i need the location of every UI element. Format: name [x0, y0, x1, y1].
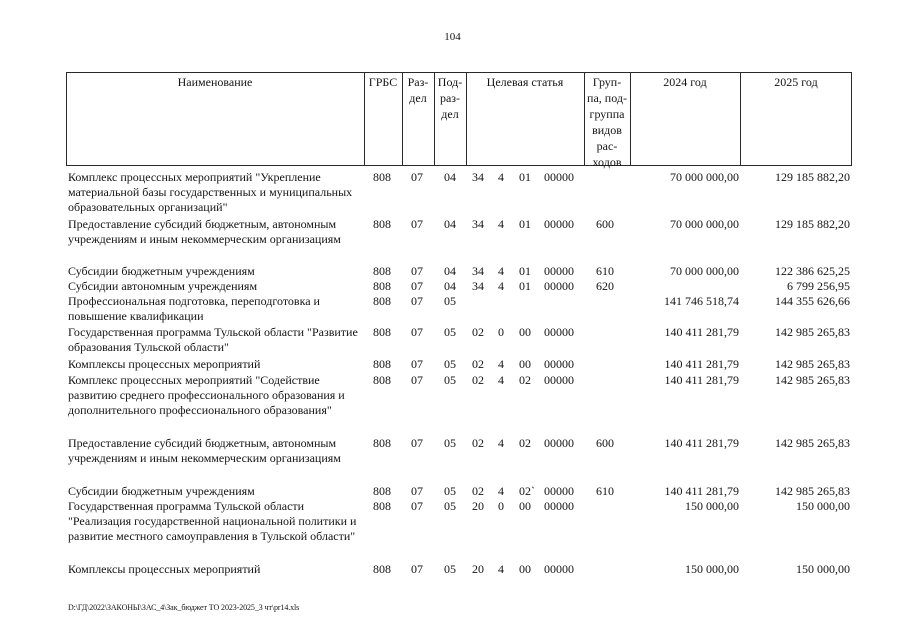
cell-t2: 4 — [498, 217, 504, 231]
cell-t3: 01 — [519, 170, 531, 184]
cell-t2: 4 — [498, 436, 504, 450]
cell-t1: 02 — [472, 357, 484, 371]
cell-t3: 01 — [519, 279, 531, 293]
cell-t2: 4 — [498, 264, 504, 278]
cell-rz: 07 — [411, 484, 423, 498]
cell-t4: 00000 — [544, 279, 574, 293]
cell-t2: 4 — [498, 357, 504, 371]
cell-v2025: 142 985 265,83 — [775, 325, 850, 339]
cell-v2024: 150 000,00 — [685, 499, 739, 513]
cell-t3: 00 — [519, 325, 531, 339]
cell-t4: 00000 — [544, 170, 574, 184]
cell-rz: 07 — [411, 562, 423, 576]
cell-t3: 01 — [519, 217, 531, 231]
cell-t1: 34 — [472, 279, 484, 293]
cell-pr: 04 — [444, 217, 456, 231]
cell-t3: 00 — [519, 499, 531, 513]
cell-v2024: 70 000 000,00 — [670, 264, 739, 278]
cell-t4: 00000 — [544, 264, 574, 278]
cell-pr: 05 — [444, 325, 456, 339]
cell-pr: 05 — [444, 373, 456, 387]
file-path-footer: D:\ГД\2022\ЗАКОНЫ\ЗАС_4\Зак_бюджет ТО 2023-2025_3 чт\pr14.xls — [68, 603, 300, 612]
cell-rz: 07 — [411, 294, 423, 308]
cell-v2024: 140 411 281,79 — [664, 357, 739, 371]
cell-name: Комплексы процессных мероприятий — [68, 357, 261, 371]
header-podrazdel: Под- раз- дел — [437, 75, 463, 121]
cell-name: Государственная программа Тульской области "Развитие образования Тульской области" — [68, 325, 358, 354]
cell-v2024: 70 000 000,00 — [670, 217, 739, 231]
cell-name: Комплекс процессных мероприятий "Укрепление материальной базы государственных и муниципальных образовательных организаций" — [68, 170, 353, 214]
cell-v2025: 150 000,00 — [796, 562, 850, 576]
cell-t1: 02 — [472, 373, 484, 387]
cell-t1: 02 — [472, 325, 484, 339]
cell-t3: 00 — [519, 562, 531, 576]
cell-rz: 07 — [411, 325, 423, 339]
cell-vr: 610 — [596, 264, 614, 278]
cell-t2: 4 — [498, 484, 504, 498]
cell-name: Предоставление субсидий бюджетным, автономным учреждениям и иным некоммерческим организациям — [68, 436, 341, 465]
cell-v2024: 70 000 000,00 — [670, 170, 739, 184]
page-number: 104 — [444, 31, 461, 43]
cell-grbs: 808 — [373, 264, 391, 278]
cell-vr: 600 — [596, 436, 614, 450]
header-expense-group: Груп- па, под- группа видов рас- ходов — [587, 75, 627, 169]
cell-t4: 00000 — [544, 499, 574, 513]
header-name: Наименование — [177, 75, 253, 89]
cell-rz: 07 — [411, 499, 423, 513]
cell-name: Субсидии бюджетным учреждениям — [68, 264, 255, 278]
cell-rz: 07 — [411, 373, 423, 387]
cell-v2024: 140 411 281,79 — [664, 325, 739, 339]
cell-grbs: 808 — [373, 499, 391, 513]
cell-name: Предоставление субсидий бюджетным, автономным учреждениям и иным некоммерческим организациям — [68, 217, 341, 246]
cell-grbs: 808 — [373, 279, 391, 293]
cell-t1: 20 — [472, 499, 484, 513]
cell-t1: 34 — [472, 217, 484, 231]
cell-pr: 05 — [444, 484, 456, 498]
cell-t4: 00000 — [544, 325, 574, 339]
cell-pr: 05 — [444, 294, 456, 308]
cell-t4: 00000 — [544, 436, 574, 450]
cell-t1: 02 — [472, 436, 484, 450]
cell-v2025: 129 185 882,20 — [775, 217, 850, 231]
cell-pr: 05 — [444, 562, 456, 576]
cell-t1: 20 — [472, 562, 484, 576]
cell-pr: 05 — [444, 499, 456, 513]
cell-t2: 0 — [498, 499, 504, 513]
cell-name: Субсидии бюджетным учреждениям — [68, 484, 255, 498]
cell-rz: 07 — [411, 170, 423, 184]
cell-pr: 04 — [444, 279, 456, 293]
cell-v2024: 150 000,00 — [685, 562, 739, 576]
cell-pr: 04 — [444, 264, 456, 278]
cell-t3: 00 — [519, 357, 531, 371]
cell-rz: 07 — [411, 436, 423, 450]
cell-name: Профессиональная подготовка, переподготовка и повышение квалификации — [68, 294, 320, 323]
cell-t3: 01 — [519, 264, 531, 278]
cell-v2024: 140 411 281,79 — [664, 484, 739, 498]
cell-name: Комплекс процессных мероприятий "Содействие развитию среднего профессионального образования и дополнительного профессионального образования" — [68, 373, 345, 417]
cell-vr: 610 — [596, 484, 614, 498]
cell-grbs: 808 — [373, 562, 391, 576]
cell-rz: 07 — [411, 264, 423, 278]
cell-t4: 00000 — [544, 357, 574, 371]
cell-rz: 07 — [411, 217, 423, 231]
cell-v2025: 142 985 265,83 — [775, 357, 850, 371]
cell-rz: 07 — [411, 279, 423, 293]
cell-grbs: 808 — [373, 170, 391, 184]
header-razdel: Раз- дел — [407, 75, 429, 105]
cell-v2025: 122 386 625,25 — [775, 264, 850, 278]
header-grbs: ГРБС — [368, 75, 398, 89]
cell-v2025: 142 985 265,83 — [775, 484, 850, 498]
cell-name: Субсидии автономным учреждениям — [68, 279, 258, 293]
cell-v2025: 144 355 626,66 — [775, 294, 850, 308]
cell-name: Государственная программа Тульской области "Реализация государственной национальной политики и развитие местного самоуправления в Тульской области" — [68, 499, 357, 543]
cell-grbs: 808 — [373, 373, 391, 387]
cell-v2025: 6 799 256,95 — [787, 279, 850, 293]
cell-t2: 4 — [498, 562, 504, 576]
header-target-article: Целевая статья — [486, 75, 564, 89]
cell-t1: 02 — [472, 484, 484, 498]
cell-t2: 4 — [498, 373, 504, 387]
cell-t3: 02` — [519, 484, 535, 498]
header-year-2024: 2024 год — [663, 75, 707, 89]
cell-v2025: 142 985 265,83 — [775, 436, 850, 450]
cell-pr: 05 — [444, 436, 456, 450]
cell-t1: 34 — [472, 264, 484, 278]
cell-t4: 00000 — [544, 217, 574, 231]
cell-t2: 4 — [498, 170, 504, 184]
cell-t4: 00000 — [544, 373, 574, 387]
cell-vr: 600 — [596, 217, 614, 231]
cell-t3: 02 — [519, 436, 531, 450]
cell-v2025: 150 000,00 — [796, 499, 850, 513]
cell-v2025: 142 985 265,83 — [775, 373, 850, 387]
cell-t1: 34 — [472, 170, 484, 184]
cell-t4: 00000 — [544, 484, 574, 498]
cell-v2025: 129 185 882,20 — [775, 170, 850, 184]
cell-t3: 02 — [519, 373, 531, 387]
cell-grbs: 808 — [373, 217, 391, 231]
cell-t2: 4 — [498, 279, 504, 293]
cell-v2024: 140 411 281,79 — [664, 373, 739, 387]
cell-t4: 00000 — [544, 562, 574, 576]
cell-vr: 620 — [596, 279, 614, 293]
cell-pr: 04 — [444, 170, 456, 184]
cell-t2: 0 — [498, 325, 504, 339]
cell-grbs: 808 — [373, 436, 391, 450]
cell-grbs: 808 — [373, 294, 391, 308]
cell-pr: 05 — [444, 357, 456, 371]
cell-name: Комплексы процессных мероприятий — [68, 562, 261, 576]
cell-v2024: 140 411 281,79 — [664, 436, 739, 450]
cell-rz: 07 — [411, 357, 423, 371]
header-year-2025: 2025 год — [774, 75, 818, 89]
cell-v2024: 141 746 518,74 — [664, 294, 739, 308]
cell-grbs: 808 — [373, 484, 391, 498]
cell-grbs: 808 — [373, 325, 391, 339]
cell-grbs: 808 — [373, 357, 391, 371]
